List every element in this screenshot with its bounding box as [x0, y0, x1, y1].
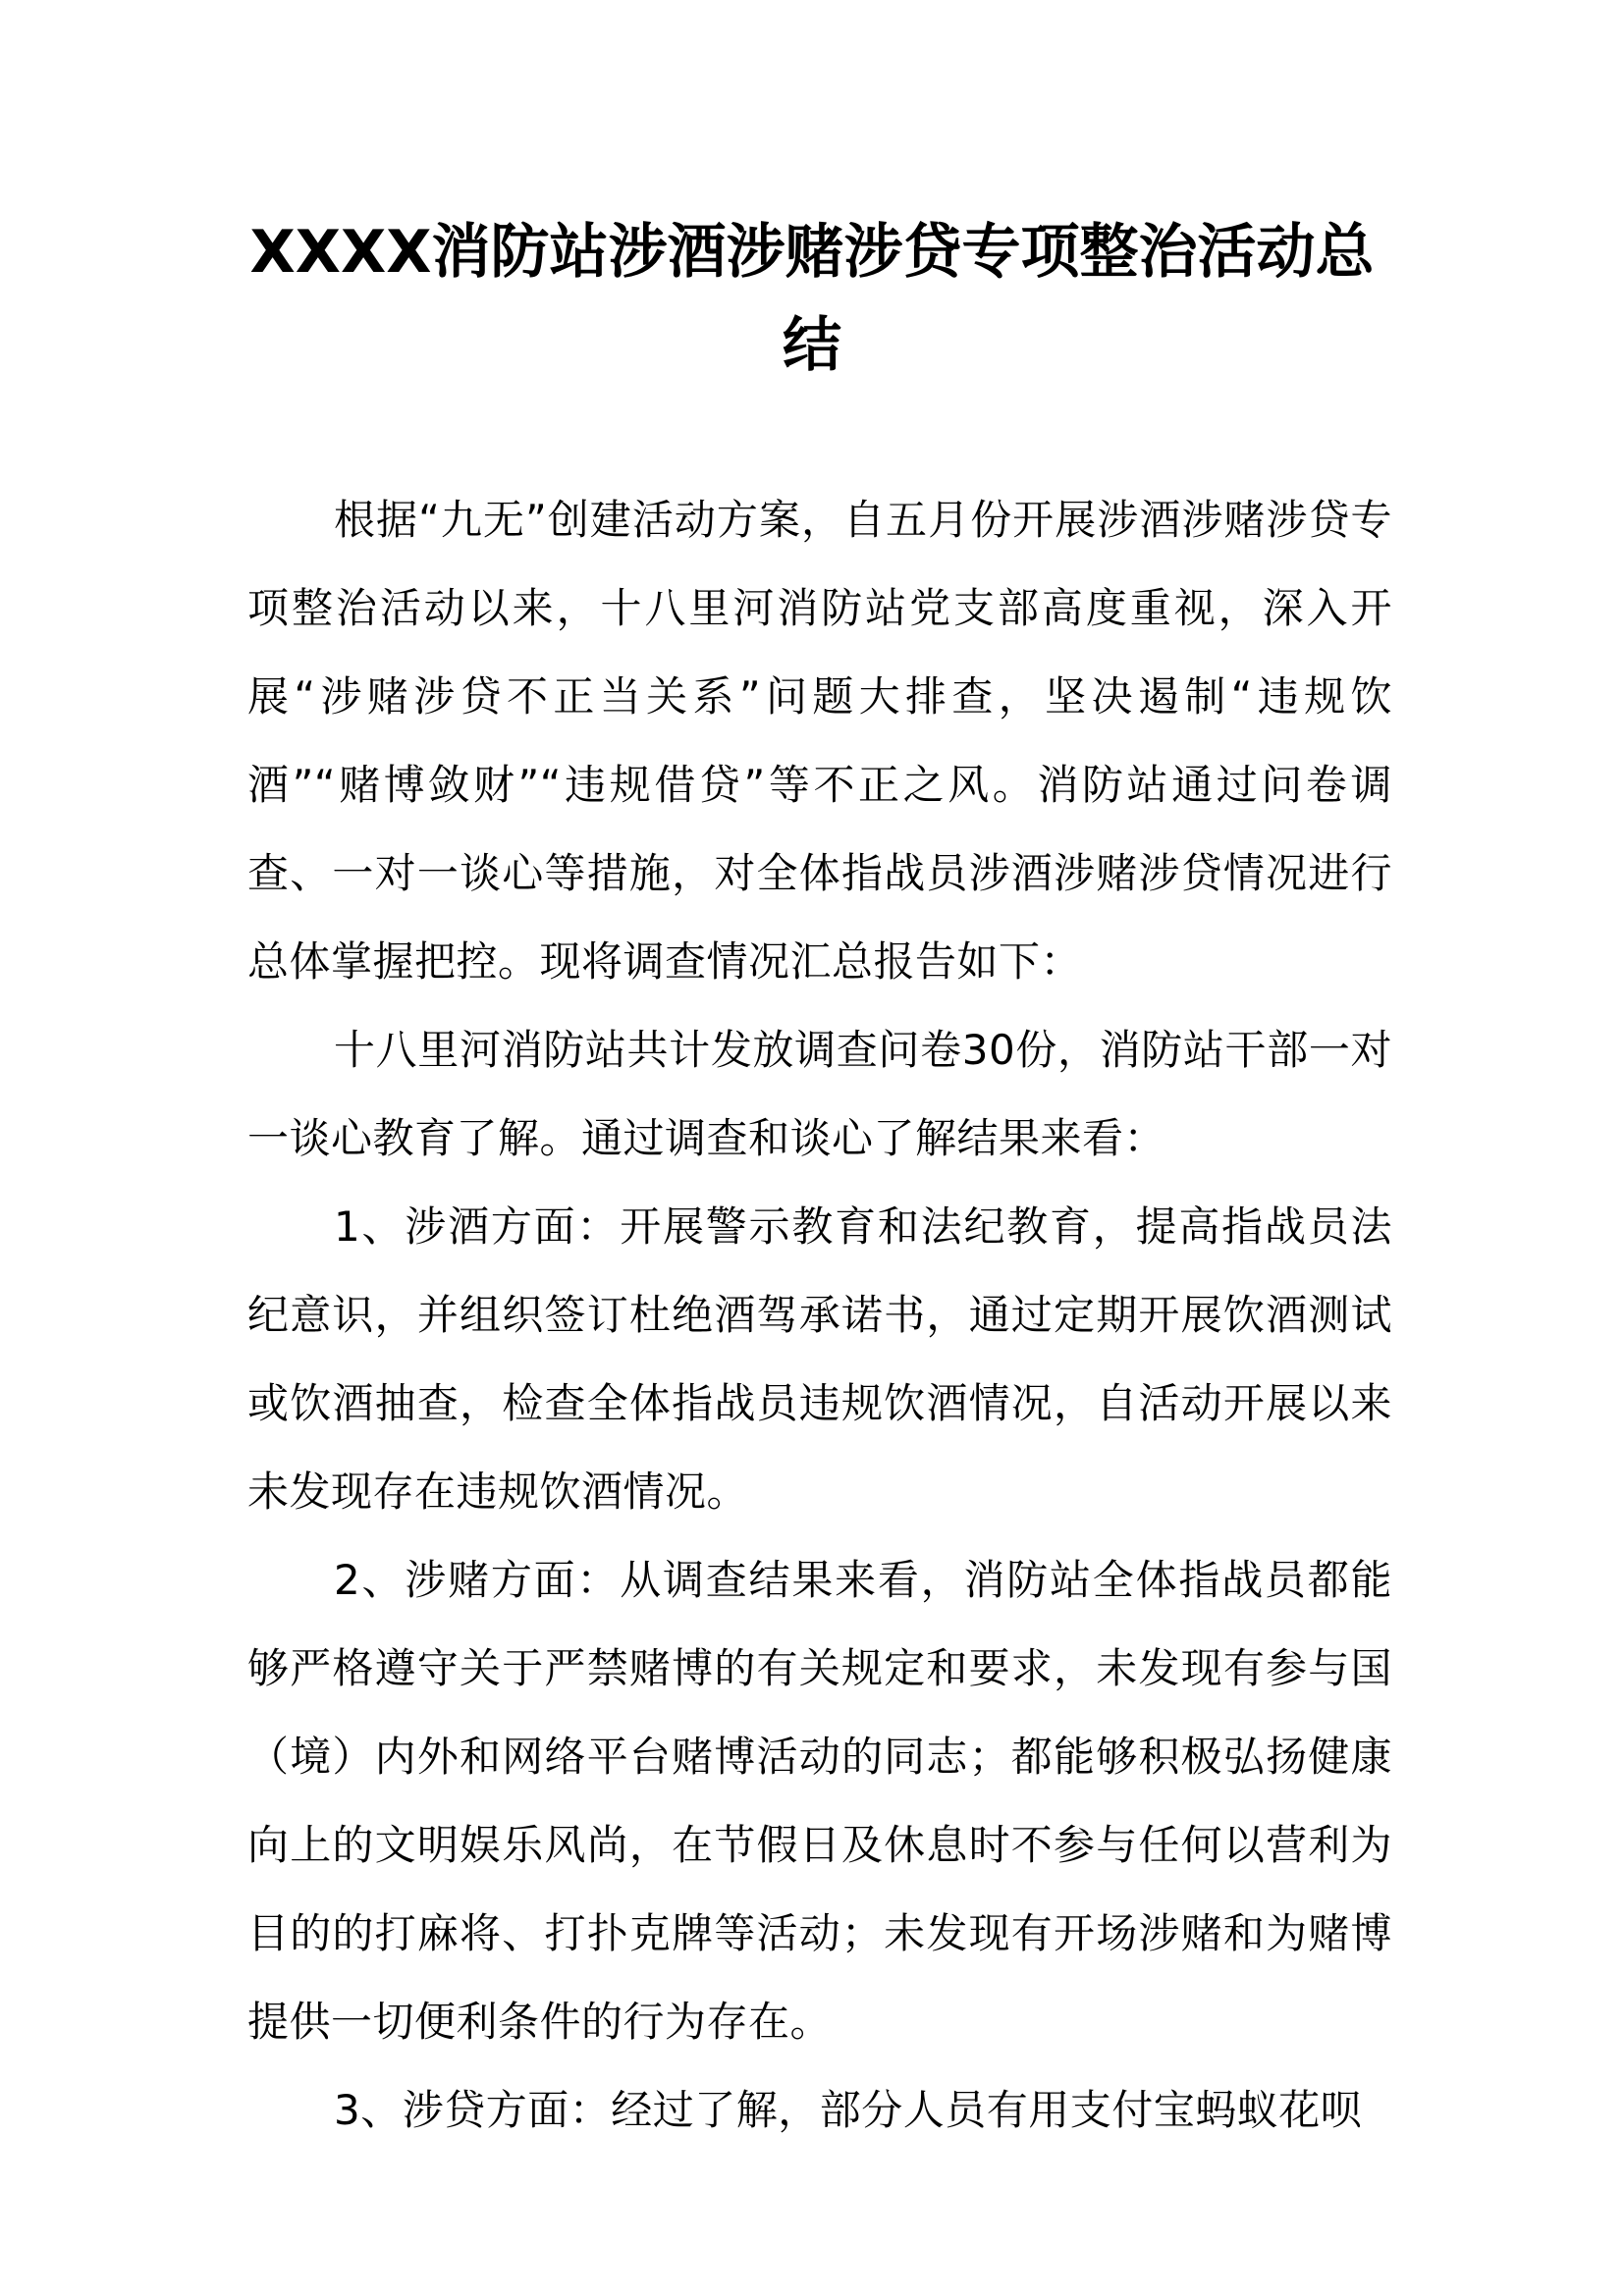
document-body [247, 476, 1392, 2155]
paragraph-gambling: 2、涉赌方面：从调查结果来看，消防站全体指战员都能够严格遵守关于严禁赌博的有关规定和要求，未发现有参与国（境）内外和网络平台赌博活动的同志；都能够积极弘扬健康向上的文明娱乐风尚，在节假日及休息时不参与任何以营利为目的的打麻将、打扑克牌等活动；未发现有开场涉赌和为赌博提供一切便利条件的行为存在。 [247, 1556, 1392, 2046]
paragraph-intro: 根据“九无”创建活动方案，自五月份开展涉酒涉赌涉贷专项整治活动以来，十八里河消防站党支部高度重视，深入开展“涉赌涉贷不正当关系”问题大排查，坚决遏制“违规饮酒”“赌博敛财”“违规借贷”等不正之风。消防站通过问卷调查、一对一谈心等措施，对全体指战员涉酒涉赌涉贷情况进行总体掌握把控。现将调查情况汇总报告如下： [247, 496, 1392, 986]
document-title: XXXX消防站涉酒涉赌涉贷专项整治活动总结 [249, 218, 1375, 380]
paragraph-loans: 3、涉贷方面：经过了解，部分人员有用支付宝蚂蚁花呗 [334, 2086, 1363, 2134]
paragraph-survey: 十八里河消防站共计发放调查问卷30份，消防站干部一对一谈心教育了解。通过调查和谈心了解结果来看： [247, 1026, 1392, 1162]
paragraph-alcohol: 1、涉酒方面：开展警示教育和法纪教育，提高指战员法纪意识，并组织签订杜绝酒驾承诺书，通过定期开展饮酒测试或饮酒抽查，检查全体指战员违规饮酒情况，自活动开展以来未发现存在违规饮酒情况。 [247, 1202, 1392, 1516]
